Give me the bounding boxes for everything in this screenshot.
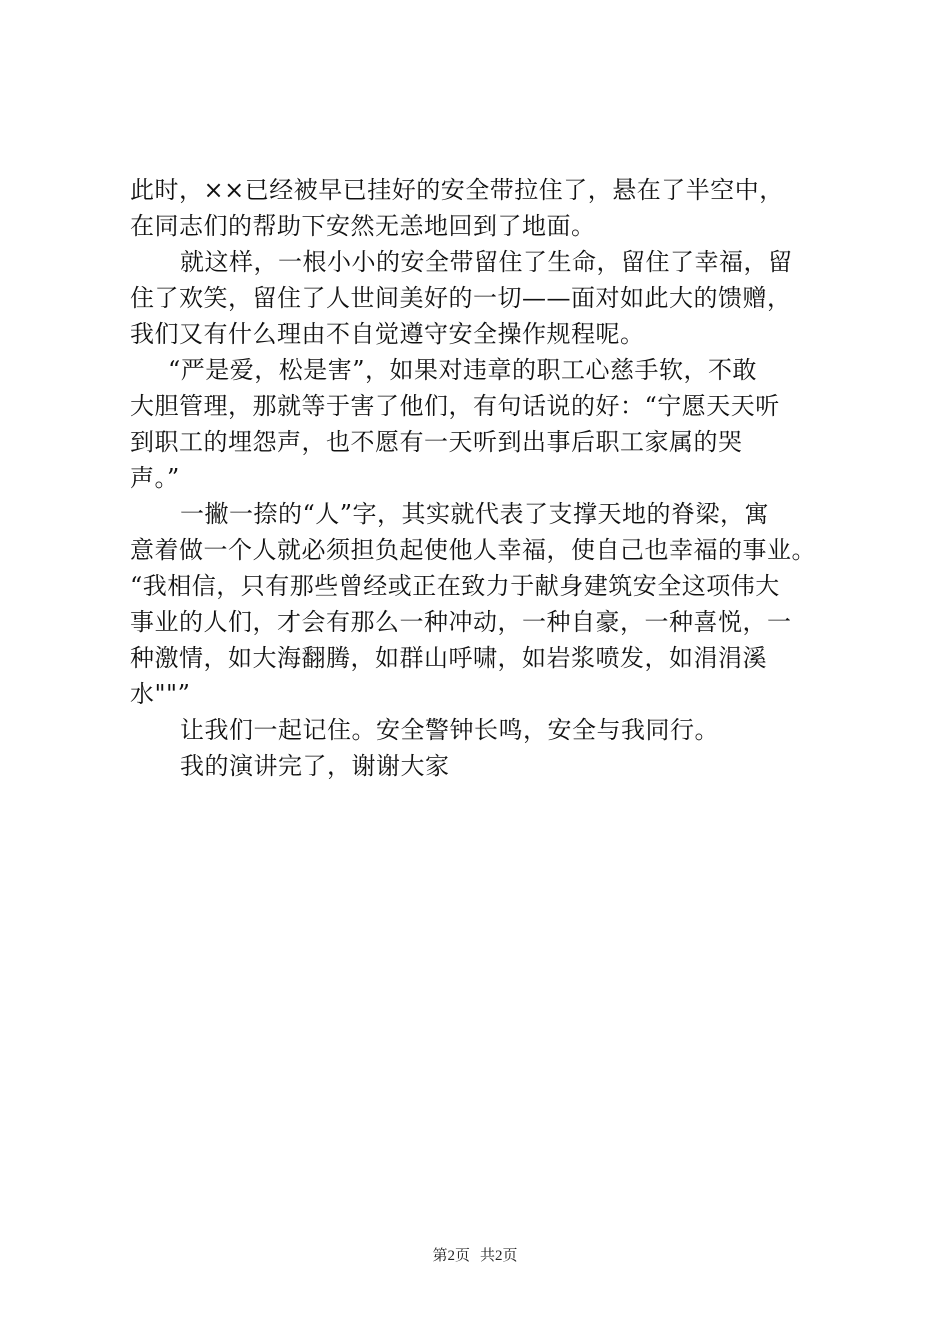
page-footer [0,1244,950,1265]
text-line: 意着做一个人就必须担负起使他人幸福，使自己也幸福的事业。 [130,536,816,564]
page-number: 第2页 [432,1248,470,1264]
document-body [130,172,835,784]
text-line: 到职工的埋怨声，也不愿有一天听到出事后职工家属的哭 [130,428,743,456]
text-line: 我们又有什么理由不自觉遵守安全操作规程呢。 [130,320,645,348]
text-line: 种激情，如大海翻腾，如群山呼啸，如岩浆喷发，如涓涓溪 [130,644,767,672]
text-line: 住了欢笑，留住了人世间美好的一切——面对如此大的馈赠， [130,284,792,312]
text-line: 一撇一捺的“人”字，其实就代表了支撑天地的脊梁，寓 [180,500,770,528]
text-line: 我的演讲完了，谢谢大家 [180,752,450,780]
text-line: 此时，××已经被早已挂好的安全带拉住了，悬在了半空中， [130,176,784,204]
text-line: 事业的人们，才会有那么一种冲动，一种自豪，一种喜悦，一 [130,608,792,636]
page-total: 共2页 [480,1248,518,1264]
text-line: 声。” [130,464,180,492]
text-line: “我相信，只有那些曾经或正在致力于献身建筑安全这项伟大 [130,572,780,600]
text-line: 大胆管理，那就等于害了他们，有句话说的好：“宁愿天天听 [130,392,780,420]
text-line: 水""” [130,680,191,708]
text-line: 在同志们的帮助下安然无恙地回到了地面。 [130,212,596,240]
text-line: 就这样，一根小小的安全带留住了生命，留住了幸福，留 [180,248,793,276]
text-line: “严是爱，松是害”，如果对违章的职工心慈手软，不敢 [168,356,758,384]
text-line: 让我们一起记住。安全警钟长鸣，安全与我同行。 [180,716,719,744]
